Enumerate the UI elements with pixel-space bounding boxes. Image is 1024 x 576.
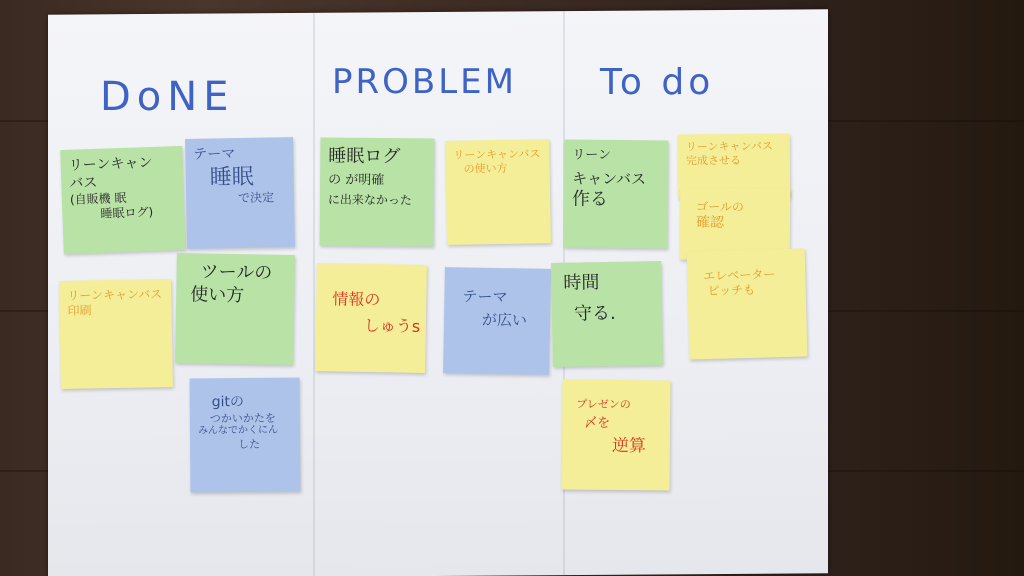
- note-text-line: 印刷: [67, 303, 92, 318]
- note-text-line: リーンキャンバス: [453, 147, 541, 162]
- note-text-line: 睡眠ログ: [328, 145, 401, 168]
- sticky-note-information: [315, 263, 427, 373]
- note-text-line: しゅうs: [363, 315, 421, 336]
- note-text-line: で決定: [237, 190, 275, 206]
- note-text-line: バス: [69, 174, 98, 192]
- sticky-note-lean-canvas-print: [59, 279, 173, 389]
- sticky-note-presentation-backplan: [562, 380, 671, 491]
- note-text-line: 〆を: [584, 415, 611, 431]
- note-text-line: 守る.: [573, 302, 616, 325]
- note-text-line: 作る: [571, 188, 609, 210]
- note-text-line: ピッチも: [707, 282, 756, 299]
- note-text-line: 逆算: [611, 435, 646, 457]
- note-text-line: 確認: [695, 214, 725, 231]
- note-text-line: gitの: [211, 394, 245, 411]
- note-text-line: プレゼンの: [576, 397, 631, 412]
- note-text-line: (自販機 眠: [69, 190, 127, 207]
- note-text-line: つかいかたを: [209, 411, 276, 425]
- note-text-line: ツールの: [200, 261, 273, 284]
- heading-todo: To do: [600, 62, 715, 103]
- note-text-line: 時間: [563, 272, 600, 294]
- note-text-line: が広い: [481, 310, 528, 330]
- heading-done: DoNE: [100, 74, 235, 120]
- note-text-line: テーマ: [193, 146, 236, 163]
- note-text-line: ゴールの: [696, 199, 744, 215]
- sticky-note-tool-usage: [175, 253, 295, 365]
- note-text-line: リーン: [572, 147, 612, 163]
- note-text-line: テーマ: [462, 287, 508, 307]
- note-text-line: みんなでかくにん: [197, 424, 279, 437]
- note-text-line: 睡眠ログ): [100, 204, 154, 221]
- sticky-note-lean-canvas-way: [445, 139, 551, 245]
- sticky-note-sleep-log: [320, 138, 435, 247]
- note-text-line: リーンキャンバス: [67, 287, 163, 303]
- note-text-line: 使い方: [190, 283, 245, 306]
- heading-problem: PROBLEM: [332, 62, 517, 102]
- note-text-line: エレベーター: [703, 267, 776, 284]
- sticky-note-elevator-pitch: [687, 248, 808, 359]
- note-text-line: に出来なかった: [327, 192, 413, 208]
- note-text-line: の使い方: [463, 161, 508, 176]
- note-text-line: リーンキャン: [68, 154, 153, 174]
- note-text-line: した: [238, 437, 261, 451]
- sticky-note-git-usage: [190, 378, 301, 493]
- sticky-note-theme-sleep: [185, 137, 295, 249]
- sticky-note-theme-wide: [443, 267, 551, 375]
- note-text-line: 情報の: [332, 289, 381, 310]
- sticky-note-lean-canvas: [60, 146, 186, 254]
- note-text-line: 睡眠: [209, 164, 254, 191]
- note-text-line: の が明確: [328, 172, 385, 188]
- note-text-line: キャンバス: [572, 169, 647, 189]
- sticky-note-keep-time: [551, 261, 663, 367]
- note-text-line: リーンキャンバス: [685, 139, 773, 154]
- sticky-note-make-lean-canvas: [564, 140, 669, 249]
- note-text-line: 完成させる: [685, 153, 742, 168]
- paper-fold-line: [313, 13, 315, 576]
